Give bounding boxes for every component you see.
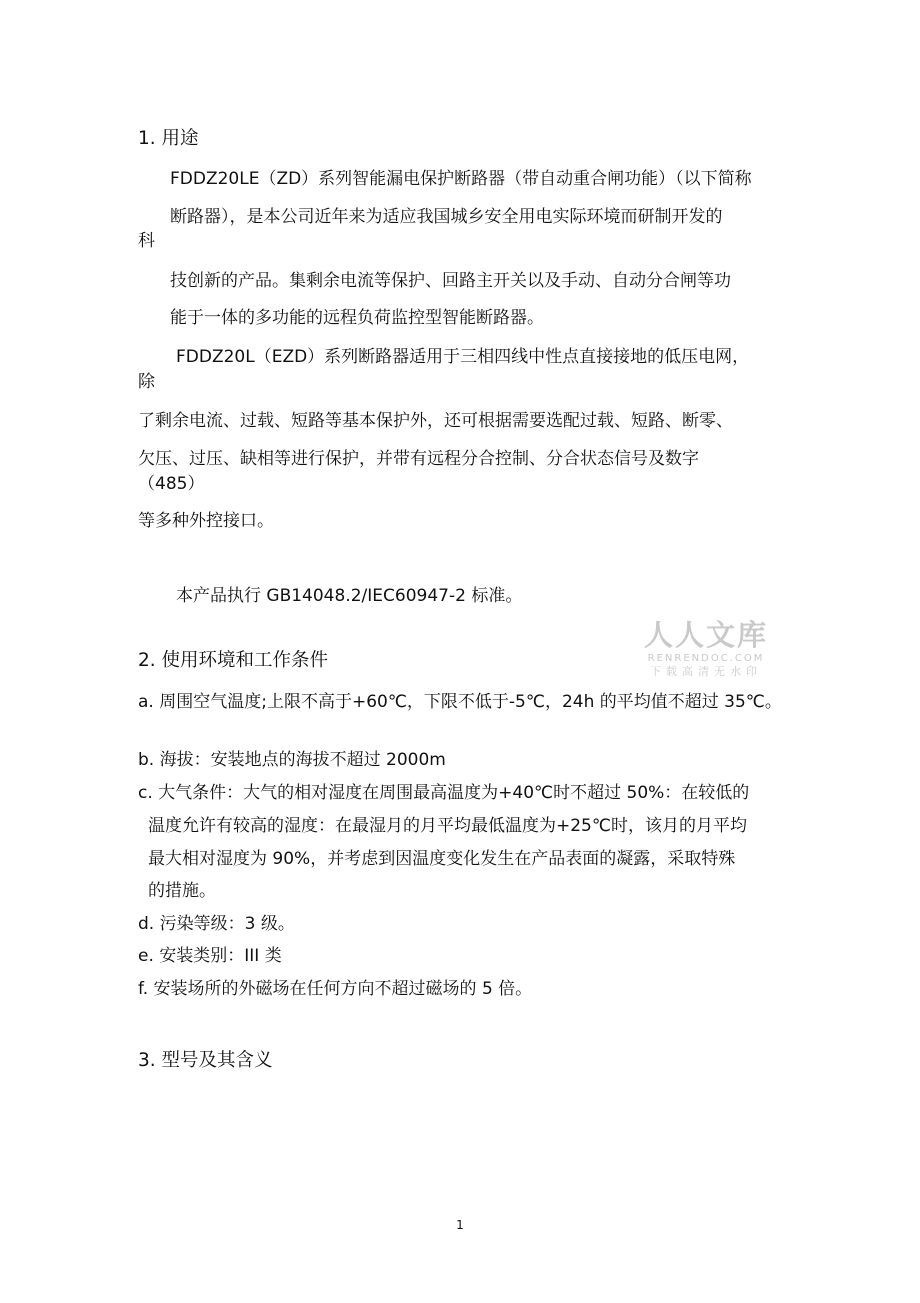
section-2-heading: 2. 使用环境和工作条件 — [138, 650, 329, 671]
condition-a: a. 周围空气温度;上限不高于+60℃，下限不低于-5℃，24h 的平均值不超过 35℃。 — [138, 692, 782, 712]
condition-c-line-2: 温度允许有较高的湿度：在最湿月的月平均最低温度为+25℃时，该月的月平均 — [148, 816, 747, 836]
section-1-line-7: 除 — [138, 372, 155, 392]
section-1-line-2: 断路器），是本公司近年来为适应我国城乡安全用电实际环境而研制开发的 — [170, 207, 723, 227]
condition-f: f. 安装场所的外磁场在任何方向不超过磁场的 5 倍。 — [138, 979, 533, 999]
section-1-line-9: 欠压、过压、缺相等进行保护，并带有远程分合控制、分合状态信号及数字 — [138, 449, 699, 469]
section-1-line-6: FDDZ20L（EZD）系列断路器适用于三相四线中性点直接接地的低压电网， — [176, 347, 750, 367]
condition-b: b. 海拔：安装地点的海拔不超过 2000m — [138, 750, 446, 770]
watermark-logo — [640, 618, 772, 679]
condition-c-line-4: 的措施。 — [148, 881, 216, 901]
watermark-slogan: 下载高清无水印 — [650, 665, 762, 678]
section-1-line-4: 技创新的产品。集剩余电流等保护、回路主开关以及手动、自动分合闸等功 — [170, 271, 731, 291]
section-1-standard: 本产品执行 GB14048.2/IEC60947-2 标准。 — [176, 586, 523, 606]
section-1-line-1: FDDZ20LE（ZD）系列智能漏电保护断路器（带自动重合闸功能）（以下简称 — [170, 169, 752, 189]
section-1-line-5: 能于一体的多功能的远程负荷监控型智能断路器。 — [170, 308, 544, 328]
condition-d: d. 污染等级：3 级。 — [138, 914, 295, 934]
condition-c-line-1: c. 大气条件：大气的相对湿度在周围最高温度为+40℃时不超过 50%：在较低的 — [138, 783, 750, 803]
section-1-line-11: 等多种外控接口。 — [138, 511, 274, 531]
page-number: 1 — [456, 1218, 464, 1232]
section-3-heading: 3. 型号及其含义 — [138, 1050, 273, 1071]
watermark-title: 人人文库 — [643, 618, 768, 652]
section-1-line-8: 了剩余电流、过载、短路等基本保护外，还可根据需要选配过载、短路、断零、 — [138, 411, 733, 431]
section-1-line-10: （485） — [138, 474, 205, 494]
condition-c-line-3: 最大相对湿度为 90%，并考虑到因温度变化发生在产品表面的凝露，采取特殊 — [148, 849, 736, 869]
condition-e: e. 安装类别：III 类 — [138, 946, 282, 966]
section-1-heading: 1. 用途 — [138, 128, 199, 149]
watermark-site: RENRENDOC.COM — [647, 653, 765, 664]
section-1-line-3: 科 — [138, 231, 155, 251]
